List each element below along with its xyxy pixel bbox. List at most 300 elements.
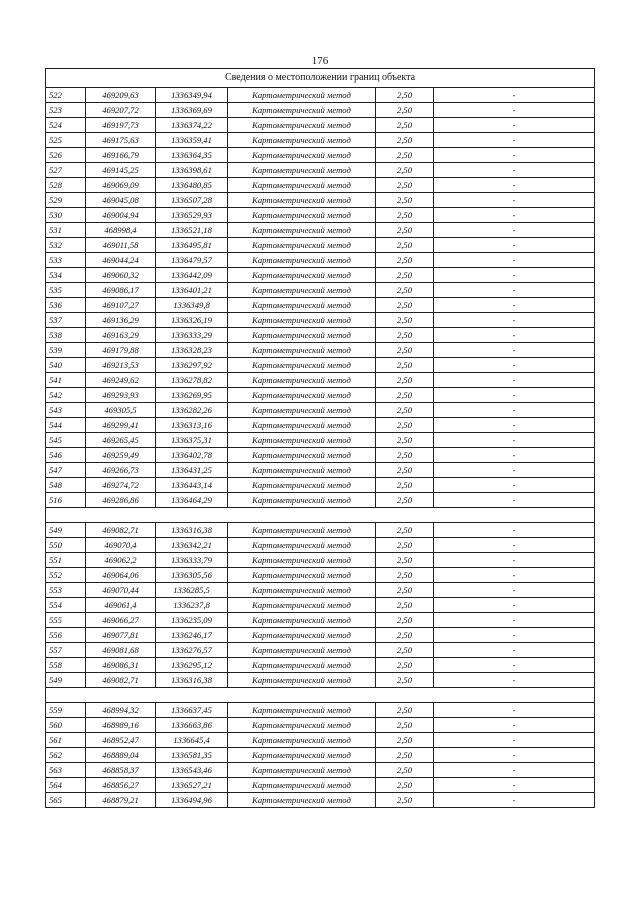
description-cell: - — [434, 493, 595, 508]
x-coordinate-cell: 469145,25 — [86, 163, 156, 178]
description-cell: - — [434, 403, 595, 418]
point-number-cell: 563 — [46, 763, 86, 778]
description-cell: - — [434, 673, 595, 688]
accuracy-cell: 2,50 — [376, 763, 434, 778]
x-coordinate-cell: 469011,58 — [86, 238, 156, 253]
point-number-cell: 564 — [46, 778, 86, 793]
accuracy-cell: 2,50 — [376, 703, 434, 718]
table-row — [46, 418, 595, 433]
x-coordinate-cell: 468989,16 — [86, 718, 156, 733]
point-number-cell: 535 — [46, 283, 86, 298]
method-cell: Картометрический метод — [228, 643, 376, 658]
accuracy-cell: 2,50 — [376, 223, 434, 238]
description-cell: - — [434, 643, 595, 658]
description-cell: - — [434, 283, 595, 298]
y-coordinate-cell: 1336364,35 — [156, 148, 228, 163]
accuracy-cell: 2,50 — [376, 298, 434, 313]
x-coordinate-cell: 469209,63 — [86, 88, 156, 103]
table-row — [46, 148, 595, 163]
x-coordinate-cell: 469249,62 — [86, 373, 156, 388]
table-row — [46, 163, 595, 178]
point-number-cell: 541 — [46, 373, 86, 388]
y-coordinate-cell: 1336402,78 — [156, 448, 228, 463]
x-coordinate-cell: 468856,27 — [86, 778, 156, 793]
description-cell: - — [434, 418, 595, 433]
description-cell: - — [434, 163, 595, 178]
y-coordinate-cell: 1336527,21 — [156, 778, 228, 793]
block-separator-cell — [46, 508, 595, 523]
accuracy-cell: 2,50 — [376, 673, 434, 688]
accuracy-cell: 2,50 — [376, 463, 434, 478]
table-row — [46, 328, 595, 343]
description-cell: - — [434, 433, 595, 448]
x-coordinate-cell: 469070,4 — [86, 538, 156, 553]
point-number-cell: 538 — [46, 328, 86, 343]
point-number-cell: 526 — [46, 148, 86, 163]
description-cell: - — [434, 343, 595, 358]
y-coordinate-cell: 1336349,94 — [156, 88, 228, 103]
point-number-cell: 556 — [46, 628, 86, 643]
accuracy-cell: 2,50 — [376, 658, 434, 673]
description-cell: - — [434, 88, 595, 103]
x-coordinate-cell: 469213,53 — [86, 358, 156, 373]
x-coordinate-cell: 468879,21 — [86, 793, 156, 808]
table-row — [46, 613, 595, 628]
description-cell: - — [434, 778, 595, 793]
accuracy-cell: 2,50 — [376, 448, 434, 463]
accuracy-cell: 2,50 — [376, 568, 434, 583]
method-cell: Картометрический метод — [228, 313, 376, 328]
y-coordinate-cell: 1336369,69 — [156, 103, 228, 118]
method-cell: Картометрический метод — [228, 418, 376, 433]
accuracy-cell: 2,50 — [376, 643, 434, 658]
method-cell: Картометрический метод — [228, 118, 376, 133]
point-number-cell: 560 — [46, 718, 86, 733]
y-coordinate-cell: 1336235,09 — [156, 613, 228, 628]
x-coordinate-cell: 469259,49 — [86, 448, 156, 463]
accuracy-cell: 2,50 — [376, 343, 434, 358]
method-cell: Картометрический метод — [228, 778, 376, 793]
point-number-cell: 543 — [46, 403, 86, 418]
y-coordinate-cell: 1336326,19 — [156, 313, 228, 328]
accuracy-cell: 2,50 — [376, 613, 434, 628]
x-coordinate-cell: 469066,27 — [86, 613, 156, 628]
description-cell: - — [434, 478, 595, 493]
method-cell: Картометрический метод — [228, 358, 376, 373]
table-row — [46, 433, 595, 448]
description-cell: - — [434, 268, 595, 283]
point-number-cell: 551 — [46, 553, 86, 568]
description-cell: - — [434, 628, 595, 643]
y-coordinate-cell: 1336663,86 — [156, 718, 228, 733]
point-number-cell: 548 — [46, 478, 86, 493]
method-cell: Картометрический метод — [228, 373, 376, 388]
y-coordinate-cell: 1336313,16 — [156, 418, 228, 433]
x-coordinate-cell: 469064,06 — [86, 568, 156, 583]
accuracy-cell: 2,50 — [376, 553, 434, 568]
description-cell: - — [434, 763, 595, 778]
y-coordinate-cell: 1336295,12 — [156, 658, 228, 673]
x-coordinate-cell: 468952,47 — [86, 733, 156, 748]
y-coordinate-cell: 1336269,95 — [156, 388, 228, 403]
y-coordinate-cell: 1336374,22 — [156, 118, 228, 133]
method-cell: Картометрический метод — [228, 523, 376, 538]
point-number-cell: 532 — [46, 238, 86, 253]
accuracy-cell: 2,50 — [376, 283, 434, 298]
accuracy-cell: 2,50 — [376, 433, 434, 448]
table-row — [46, 238, 595, 253]
method-cell: Картометрический метод — [228, 238, 376, 253]
method-cell: Картометрический метод — [228, 613, 376, 628]
description-cell: - — [434, 718, 595, 733]
y-coordinate-cell: 1336316,38 — [156, 673, 228, 688]
table-row — [46, 568, 595, 583]
table-row — [46, 733, 595, 748]
method-cell: Картометрический метод — [228, 733, 376, 748]
point-number-cell: 527 — [46, 163, 86, 178]
description-cell: - — [434, 118, 595, 133]
table-row — [46, 298, 595, 313]
point-number-cell: 542 — [46, 388, 86, 403]
page-number: 176 — [311, 55, 329, 67]
method-cell: Картометрический метод — [228, 133, 376, 148]
point-number-cell: 558 — [46, 658, 86, 673]
description-cell: - — [434, 793, 595, 808]
description-cell: - — [434, 178, 595, 193]
y-coordinate-cell: 1336246,17 — [156, 628, 228, 643]
table-row — [46, 583, 595, 598]
y-coordinate-cell: 1336480,85 — [156, 178, 228, 193]
accuracy-cell: 2,50 — [376, 523, 434, 538]
method-cell: Картометрический метод — [228, 433, 376, 448]
method-cell: Картометрический метод — [228, 283, 376, 298]
x-coordinate-cell: 469136,29 — [86, 313, 156, 328]
x-coordinate-cell: 469166,79 — [86, 148, 156, 163]
x-coordinate-cell: 469175,63 — [86, 133, 156, 148]
x-coordinate-cell: 469266,73 — [86, 463, 156, 478]
description-cell: - — [434, 223, 595, 238]
accuracy-cell: 2,50 — [376, 628, 434, 643]
point-number-cell: 561 — [46, 733, 86, 748]
method-cell: Картометрический метод — [228, 493, 376, 508]
table-title-row — [46, 69, 595, 88]
table-row — [46, 778, 595, 793]
y-coordinate-cell: 1336316,38 — [156, 523, 228, 538]
table-row — [46, 763, 595, 778]
point-number-cell: 516 — [46, 493, 86, 508]
method-cell: Картометрический метод — [228, 193, 376, 208]
y-coordinate-cell: 1336342,21 — [156, 538, 228, 553]
x-coordinate-cell: 468858,37 — [86, 763, 156, 778]
accuracy-cell: 2,50 — [376, 778, 434, 793]
method-cell: Картометрический метод — [228, 553, 376, 568]
table-row — [46, 553, 595, 568]
description-cell: - — [434, 598, 595, 613]
description-cell: - — [434, 103, 595, 118]
table-row — [46, 718, 595, 733]
table-row — [46, 268, 595, 283]
description-cell: - — [434, 463, 595, 478]
point-number-cell: 565 — [46, 793, 86, 808]
description-cell: - — [434, 313, 595, 328]
accuracy-cell: 2,50 — [376, 193, 434, 208]
point-number-cell: 533 — [46, 253, 86, 268]
y-coordinate-cell: 1336398,61 — [156, 163, 228, 178]
point-number-cell: 536 — [46, 298, 86, 313]
accuracy-cell: 2,50 — [376, 493, 434, 508]
description-cell: - — [434, 298, 595, 313]
accuracy-cell: 2,50 — [376, 268, 434, 283]
accuracy-cell: 2,50 — [376, 583, 434, 598]
point-number-cell: 530 — [46, 208, 86, 223]
method-cell: Картометрический метод — [228, 88, 376, 103]
description-cell: - — [434, 148, 595, 163]
accuracy-cell: 2,50 — [376, 118, 434, 133]
method-cell: Картометрический метод — [228, 538, 376, 553]
y-coordinate-cell: 1336645,4 — [156, 733, 228, 748]
accuracy-cell: 2,50 — [376, 88, 434, 103]
method-cell: Картометрический метод — [228, 583, 376, 598]
description-cell: - — [434, 358, 595, 373]
y-coordinate-cell: 1336443,14 — [156, 478, 228, 493]
accuracy-cell: 2,50 — [376, 313, 434, 328]
x-coordinate-cell: 469082,71 — [86, 673, 156, 688]
block-separator-cell — [46, 688, 595, 703]
method-cell: Картометрический метод — [228, 658, 376, 673]
description-cell: - — [434, 253, 595, 268]
y-coordinate-cell: 1336581,35 — [156, 748, 228, 763]
table-row — [46, 598, 595, 613]
point-number-cell: 555 — [46, 613, 86, 628]
description-cell: - — [434, 388, 595, 403]
y-coordinate-cell: 1336401,21 — [156, 283, 228, 298]
accuracy-cell: 2,50 — [376, 133, 434, 148]
description-cell: - — [434, 703, 595, 718]
point-number-cell: 534 — [46, 268, 86, 283]
accuracy-cell: 2,50 — [376, 793, 434, 808]
method-cell: Картометрический метод — [228, 763, 376, 778]
method-cell: Картометрический метод — [228, 598, 376, 613]
table-row — [46, 283, 595, 298]
table-row — [46, 343, 595, 358]
y-coordinate-cell: 1336305,56 — [156, 568, 228, 583]
y-coordinate-cell: 1336507,28 — [156, 193, 228, 208]
table-row — [46, 373, 595, 388]
table-row — [46, 658, 595, 673]
table-row — [46, 493, 595, 508]
point-number-cell: 537 — [46, 313, 86, 328]
table-row — [46, 223, 595, 238]
y-coordinate-cell: 1336276,57 — [156, 643, 228, 658]
method-cell: Картометрический метод — [228, 208, 376, 223]
x-coordinate-cell: 469045,08 — [86, 193, 156, 208]
x-coordinate-cell: 469207,72 — [86, 103, 156, 118]
description-cell: - — [434, 553, 595, 568]
table-row — [46, 193, 595, 208]
method-cell: Картометрический метод — [228, 298, 376, 313]
x-coordinate-cell: 469286,86 — [86, 493, 156, 508]
point-number-cell: 554 — [46, 598, 86, 613]
table-row — [46, 178, 595, 193]
table-row — [46, 118, 595, 133]
x-coordinate-cell: 468998,4 — [86, 223, 156, 238]
point-number-cell: 549 — [46, 523, 86, 538]
y-coordinate-cell: 1336521,18 — [156, 223, 228, 238]
table-row — [46, 358, 595, 373]
accuracy-cell: 2,50 — [376, 733, 434, 748]
point-number-cell: 522 — [46, 88, 86, 103]
table-row — [46, 478, 595, 493]
method-cell: Картометрический метод — [228, 793, 376, 808]
y-coordinate-cell: 1336442,09 — [156, 268, 228, 283]
table-row — [46, 628, 595, 643]
description-cell: - — [434, 583, 595, 598]
method-cell: Картометрический метод — [228, 268, 376, 283]
accuracy-cell: 2,50 — [376, 373, 434, 388]
table-row — [46, 748, 595, 763]
point-number-cell: 547 — [46, 463, 86, 478]
y-coordinate-cell: 1336333,29 — [156, 328, 228, 343]
method-cell: Картометрический метод — [228, 448, 376, 463]
description-cell: - — [434, 193, 595, 208]
description-cell: - — [434, 538, 595, 553]
table-row — [46, 103, 595, 118]
description-cell: - — [434, 613, 595, 628]
method-cell: Картометрический метод — [228, 463, 376, 478]
description-cell: - — [434, 733, 595, 748]
point-number-cell: 525 — [46, 133, 86, 148]
x-coordinate-cell: 469163,29 — [86, 328, 156, 343]
description-cell: - — [434, 133, 595, 148]
point-number-cell: 562 — [46, 748, 86, 763]
y-coordinate-cell: 1336349,8 — [156, 298, 228, 313]
method-cell: Картометрический метод — [228, 403, 376, 418]
accuracy-cell: 2,50 — [376, 148, 434, 163]
description-cell: - — [434, 448, 595, 463]
accuracy-cell: 2,50 — [376, 748, 434, 763]
x-coordinate-cell: 469069,09 — [86, 178, 156, 193]
table-row — [46, 88, 595, 103]
accuracy-cell: 2,50 — [376, 598, 434, 613]
method-cell: Картометрический метод — [228, 718, 376, 733]
method-cell: Картометрический метод — [228, 748, 376, 763]
method-cell: Картометрический метод — [228, 148, 376, 163]
y-coordinate-cell: 1336285,5 — [156, 583, 228, 598]
table-row — [46, 208, 595, 223]
y-coordinate-cell: 1336464,29 — [156, 493, 228, 508]
table-row — [46, 448, 595, 463]
accuracy-cell: 2,50 — [376, 718, 434, 733]
description-cell: - — [434, 658, 595, 673]
x-coordinate-cell: 469082,71 — [86, 523, 156, 538]
method-cell: Картометрический метод — [228, 388, 376, 403]
point-number-cell: 546 — [46, 448, 86, 463]
point-number-cell: 540 — [46, 358, 86, 373]
block-separator-row — [46, 508, 595, 523]
x-coordinate-cell: 469305,5 — [86, 403, 156, 418]
point-number-cell: 549 — [46, 673, 86, 688]
description-cell: - — [434, 523, 595, 538]
method-cell: Картометрический метод — [228, 328, 376, 343]
accuracy-cell: 2,50 — [376, 328, 434, 343]
table-body — [46, 69, 595, 808]
y-coordinate-cell: 1336494,96 — [156, 793, 228, 808]
y-coordinate-cell: 1336375,31 — [156, 433, 228, 448]
point-number-cell: 552 — [46, 568, 86, 583]
y-coordinate-cell: 1336431,25 — [156, 463, 228, 478]
accuracy-cell: 2,50 — [376, 253, 434, 268]
accuracy-cell: 2,50 — [376, 403, 434, 418]
point-number-cell: 529 — [46, 193, 86, 208]
x-coordinate-cell: 469197,73 — [86, 118, 156, 133]
accuracy-cell: 2,50 — [376, 163, 434, 178]
x-coordinate-cell: 469062,2 — [86, 553, 156, 568]
method-cell: Картометрический метод — [228, 343, 376, 358]
point-number-cell: 531 — [46, 223, 86, 238]
point-number-cell: 553 — [46, 583, 86, 598]
accuracy-cell: 2,50 — [376, 538, 434, 553]
y-coordinate-cell: 1336237,8 — [156, 598, 228, 613]
x-coordinate-cell: 469086,17 — [86, 283, 156, 298]
y-coordinate-cell: 1336297,92 — [156, 358, 228, 373]
y-coordinate-cell: 1336479,57 — [156, 253, 228, 268]
y-coordinate-cell: 1336637,45 — [156, 703, 228, 718]
x-coordinate-cell: 469044,24 — [86, 253, 156, 268]
y-coordinate-cell: 1336529,93 — [156, 208, 228, 223]
y-coordinate-cell: 1336328,23 — [156, 343, 228, 358]
method-cell: Картометрический метод — [228, 253, 376, 268]
table-row — [46, 403, 595, 418]
table-row — [46, 253, 595, 268]
x-coordinate-cell: 469004,94 — [86, 208, 156, 223]
accuracy-cell: 2,50 — [376, 388, 434, 403]
boundary-table-sheet — [45, 68, 594, 808]
x-coordinate-cell: 469070,44 — [86, 583, 156, 598]
table-row — [46, 538, 595, 553]
table-row — [46, 313, 595, 328]
table-row — [46, 673, 595, 688]
method-cell: Картометрический метод — [228, 163, 376, 178]
x-coordinate-cell: 469293,93 — [86, 388, 156, 403]
point-number-cell: 528 — [46, 178, 86, 193]
y-coordinate-cell: 1336282,26 — [156, 403, 228, 418]
method-cell: Картометрический метод — [228, 703, 376, 718]
block-separator-row — [46, 688, 595, 703]
x-coordinate-cell: 469061,4 — [86, 598, 156, 613]
method-cell: Картометрический метод — [228, 223, 376, 238]
table-row — [46, 643, 595, 658]
x-coordinate-cell: 468994,32 — [86, 703, 156, 718]
table-row — [46, 703, 595, 718]
accuracy-cell: 2,50 — [376, 478, 434, 493]
accuracy-cell: 2,50 — [376, 418, 434, 433]
accuracy-cell: 2,50 — [376, 103, 434, 118]
method-cell: Картометрический метод — [228, 673, 376, 688]
method-cell: Картометрический метод — [228, 103, 376, 118]
x-coordinate-cell: 469060,32 — [86, 268, 156, 283]
table-row — [46, 388, 595, 403]
method-cell: Картометрический метод — [228, 478, 376, 493]
table-row — [46, 793, 595, 808]
y-coordinate-cell: 1336495,81 — [156, 238, 228, 253]
point-number-cell: 523 — [46, 103, 86, 118]
method-cell: Картометрический метод — [228, 568, 376, 583]
description-cell: - — [434, 748, 595, 763]
y-coordinate-cell: 1336359,41 — [156, 133, 228, 148]
x-coordinate-cell: 469299,41 — [86, 418, 156, 433]
method-cell: Картометрический метод — [228, 628, 376, 643]
table-row — [46, 523, 595, 538]
